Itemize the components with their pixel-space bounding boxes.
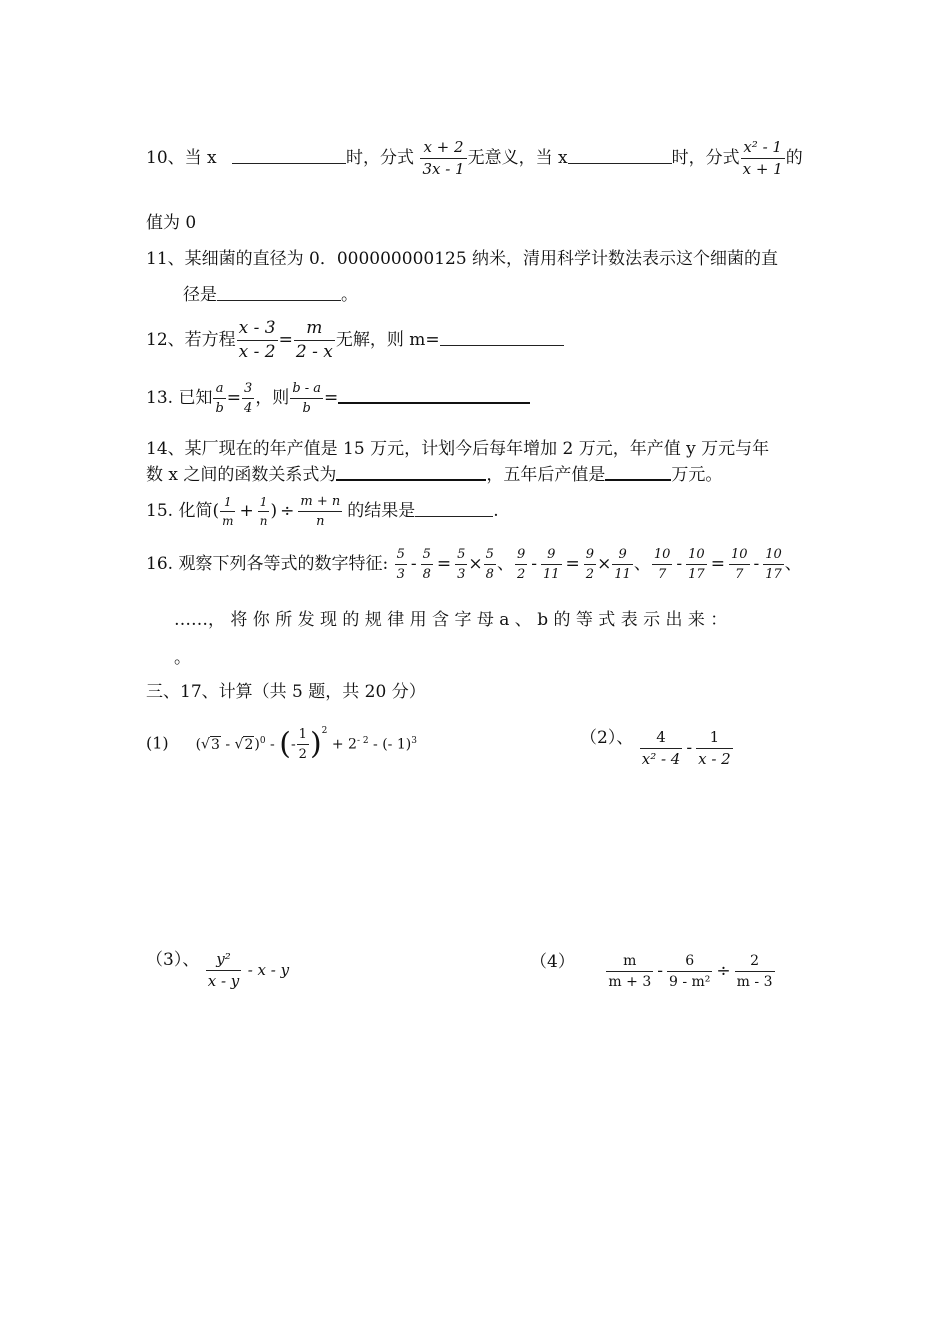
q16-fraction: $\frac{10}{17}$ <box>688 547 705 582</box>
q16-fraction: $\frac{10}{7}$ <box>730 547 748 582</box>
q15-fraction-3: $\frac{m + n}{n}$ <box>300 494 341 529</box>
q12-fraction-2: $\frac{m}{2 - x}$ <box>295 318 333 362</box>
q15-text-1: 15. 化简 <box>146 501 213 521</box>
q16-fraction: $\frac{9}{11}$ <box>542 547 560 582</box>
q15-fraction-2: $\frac{1}{n}$ <box>259 495 268 528</box>
q14-blank-1[interactable] <box>336 478 486 481</box>
q11-blank[interactable] <box>217 299 341 301</box>
q10-blank-1[interactable] <box>232 162 346 164</box>
q10-fraction-2: $\frac{\text{x² - 1}}{x + 1}$ <box>742 138 783 178</box>
q15-end: . <box>493 501 499 521</box>
times-sign: × <box>597 554 612 574</box>
minus-sign: - <box>410 554 417 574</box>
q14-line-2 <box>146 467 722 484</box>
q16-fraction: $\frac{5}{3}$ <box>396 547 405 582</box>
q16-fraction: $\frac{10}{7}$ <box>653 547 671 582</box>
q12-text-2: 无解，则 m= <box>335 330 440 350</box>
q14-text-3: 万元。 <box>671 465 723 485</box>
q16-fraction: $\frac{10}{17}$ <box>765 547 782 582</box>
problem-1-label: (1) <box>146 733 169 753</box>
q16-fraction: $\frac{9}{2}$ <box>585 547 595 582</box>
q13-fraction-1: $\frac{a}{b}$ <box>215 381 224 416</box>
q12-blank[interactable] <box>440 344 564 346</box>
problem-4-label: （4） <box>530 952 575 972</box>
q10-blank-2[interactable] <box>568 162 672 164</box>
q13-text-2: ，则 <box>255 388 290 408</box>
half-fraction: $\frac{1}{2}$ <box>298 727 307 762</box>
sqrt-sign: √ <box>201 736 210 753</box>
exponent: 0 <box>259 735 266 746</box>
problem-4-fraction-3: $\frac{2}{m - 3}$ <box>736 953 773 990</box>
problem-2-fraction-1: $\frac{4}{\text{x² - 4}}$ <box>641 728 681 768</box>
minus-sign: - <box>220 736 235 753</box>
minus-sign: - <box>657 961 663 981</box>
q14-line-1: 14、某厂现在的年产值是 15 万元，计划今后每年增加 2 万元，年产值 y 万元与年 <box>146 439 770 459</box>
q16-line-3: 。 <box>174 648 191 668</box>
exponent: - 2 <box>356 735 369 746</box>
q15-line <box>146 495 499 528</box>
section-3-title: 三、17、计算（共 5 题，共 20 分） <box>146 682 426 702</box>
q16-text-1: 16. 观察下列各等式的数字特征: <box>146 554 389 574</box>
problem-4 <box>530 954 776 989</box>
big-paren: ( <box>279 726 291 762</box>
q10-line <box>146 140 803 177</box>
q10-fraction-1: $\frac{x + 2}{3x - 1}$ <box>422 138 465 178</box>
q10-text-5: 的 <box>785 148 803 168</box>
separator: 、 <box>633 554 651 574</box>
q16-fraction: $\frac{9}{2}$ <box>516 547 526 582</box>
q11-end: 。 <box>341 285 358 305</box>
q15-text-2: 的结果是 <box>347 501 416 521</box>
q15-fraction-1: $\frac{1}{m}$ <box>222 495 234 528</box>
minus-sign: - <box>676 554 683 574</box>
q10-text-4: 时，分式 <box>671 148 740 168</box>
q12-equals: = <box>278 330 293 350</box>
q16-line-1 <box>146 548 802 581</box>
q12-line <box>146 320 564 361</box>
sqrt-sign: √ <box>234 736 244 753</box>
q13-blank[interactable] <box>338 401 530 404</box>
q15-lparen: ( <box>212 501 220 521</box>
equals-sign: = <box>565 554 580 574</box>
problem-3-fraction: $\frac{\text{y²}}{x - y}$ <box>207 950 240 990</box>
minus-sign: - <box>265 736 280 753</box>
q11-line-2 <box>183 287 358 304</box>
minus-sign: - <box>753 554 760 574</box>
equals-sign: = <box>436 554 452 574</box>
q12-text-1: 12、若方程 <box>146 330 236 350</box>
sqrt-2: 2 <box>244 736 254 753</box>
q14-text-2: ，五年后产值是 <box>486 465 606 485</box>
q13-fraction-3: $\frac{b - a}{b}$ <box>292 381 322 416</box>
divide-sign: ÷ <box>716 961 731 981</box>
problem-3 <box>146 952 289 989</box>
q11-line-1: 11、某细菌的直径为 0．000000000125 纳米，清用科学计数法表示这个细菌的直 <box>146 249 779 269</box>
exponent: 2 <box>321 725 328 736</box>
separator: 、 <box>784 554 802 574</box>
separator: 、 <box>496 554 514 574</box>
q14-blank-2[interactable] <box>605 478 671 481</box>
q16-fraction: $\frac{9}{11}$ <box>614 547 631 582</box>
problem-1 <box>146 725 417 762</box>
problem-2-label: （2）、 <box>580 728 634 748</box>
minus-sign: - <box>531 554 537 574</box>
q10-text-2: 时，分式 <box>346 148 415 168</box>
q10-text-1: 10、当 x <box>146 148 217 168</box>
problem-4-fraction-1: $\frac{m}{m + 3}$ <box>608 953 652 990</box>
q13-equals-1: = <box>226 388 242 408</box>
paren: ( <box>195 736 202 753</box>
q13-text-1: 13. 已知 <box>146 388 213 408</box>
minus-sign: - <box>290 736 296 753</box>
minus-neg-one: - (- 1) <box>368 736 412 753</box>
q14-text-1: 数 x 之间的函数关系式为 <box>146 465 337 485</box>
q16-line-2: ……， 将 你 所 发 现 的 规 律 用 含 字 母 a 、 b 的 等 式 表 示 出 来 ： <box>174 610 728 630</box>
q15-plus: + <box>239 501 254 521</box>
problem-2-fraction-2: $\frac{1}{x - 2}$ <box>698 728 731 768</box>
q16-fraction: $\frac{5}{8}$ <box>485 547 494 582</box>
q11-text: 径是 <box>183 285 217 305</box>
problem-2 <box>580 730 734 767</box>
q16-fraction: $\frac{5}{3}$ <box>457 547 466 582</box>
exponent: 3 <box>411 735 417 746</box>
q10-text-3: 无意义，当 x <box>467 148 568 168</box>
times-sign: × <box>468 554 483 574</box>
q13-fraction-2: $\frac{3}{4}$ <box>244 381 253 416</box>
sqrt-3: 3 <box>210 736 220 753</box>
problem-3-label: （3）、 <box>146 950 200 970</box>
q15-rparen: ) <box>270 501 278 521</box>
problem-3-rest: - x - y <box>247 961 290 979</box>
q13-line <box>146 382 530 415</box>
big-paren: ) <box>309 726 322 762</box>
q15-blank[interactable] <box>415 515 493 517</box>
plus-two: + 2 <box>327 736 357 753</box>
minus-sign: - <box>686 738 693 758</box>
problem-4-fraction-2: $\frac{6}{\text{9 - m²}}$ <box>668 953 711 990</box>
q10-continuation: 值为 0 <box>146 213 197 233</box>
q15-divide: ÷ <box>280 501 295 521</box>
q12-fraction-1: $\frac{x - 3}{x - 2}$ <box>238 318 276 362</box>
equals-sign: = <box>710 554 725 574</box>
q13-equals-2: = <box>324 388 339 408</box>
q16-fraction: $\frac{5}{8}$ <box>422 547 431 582</box>
paren: ) <box>254 736 260 753</box>
